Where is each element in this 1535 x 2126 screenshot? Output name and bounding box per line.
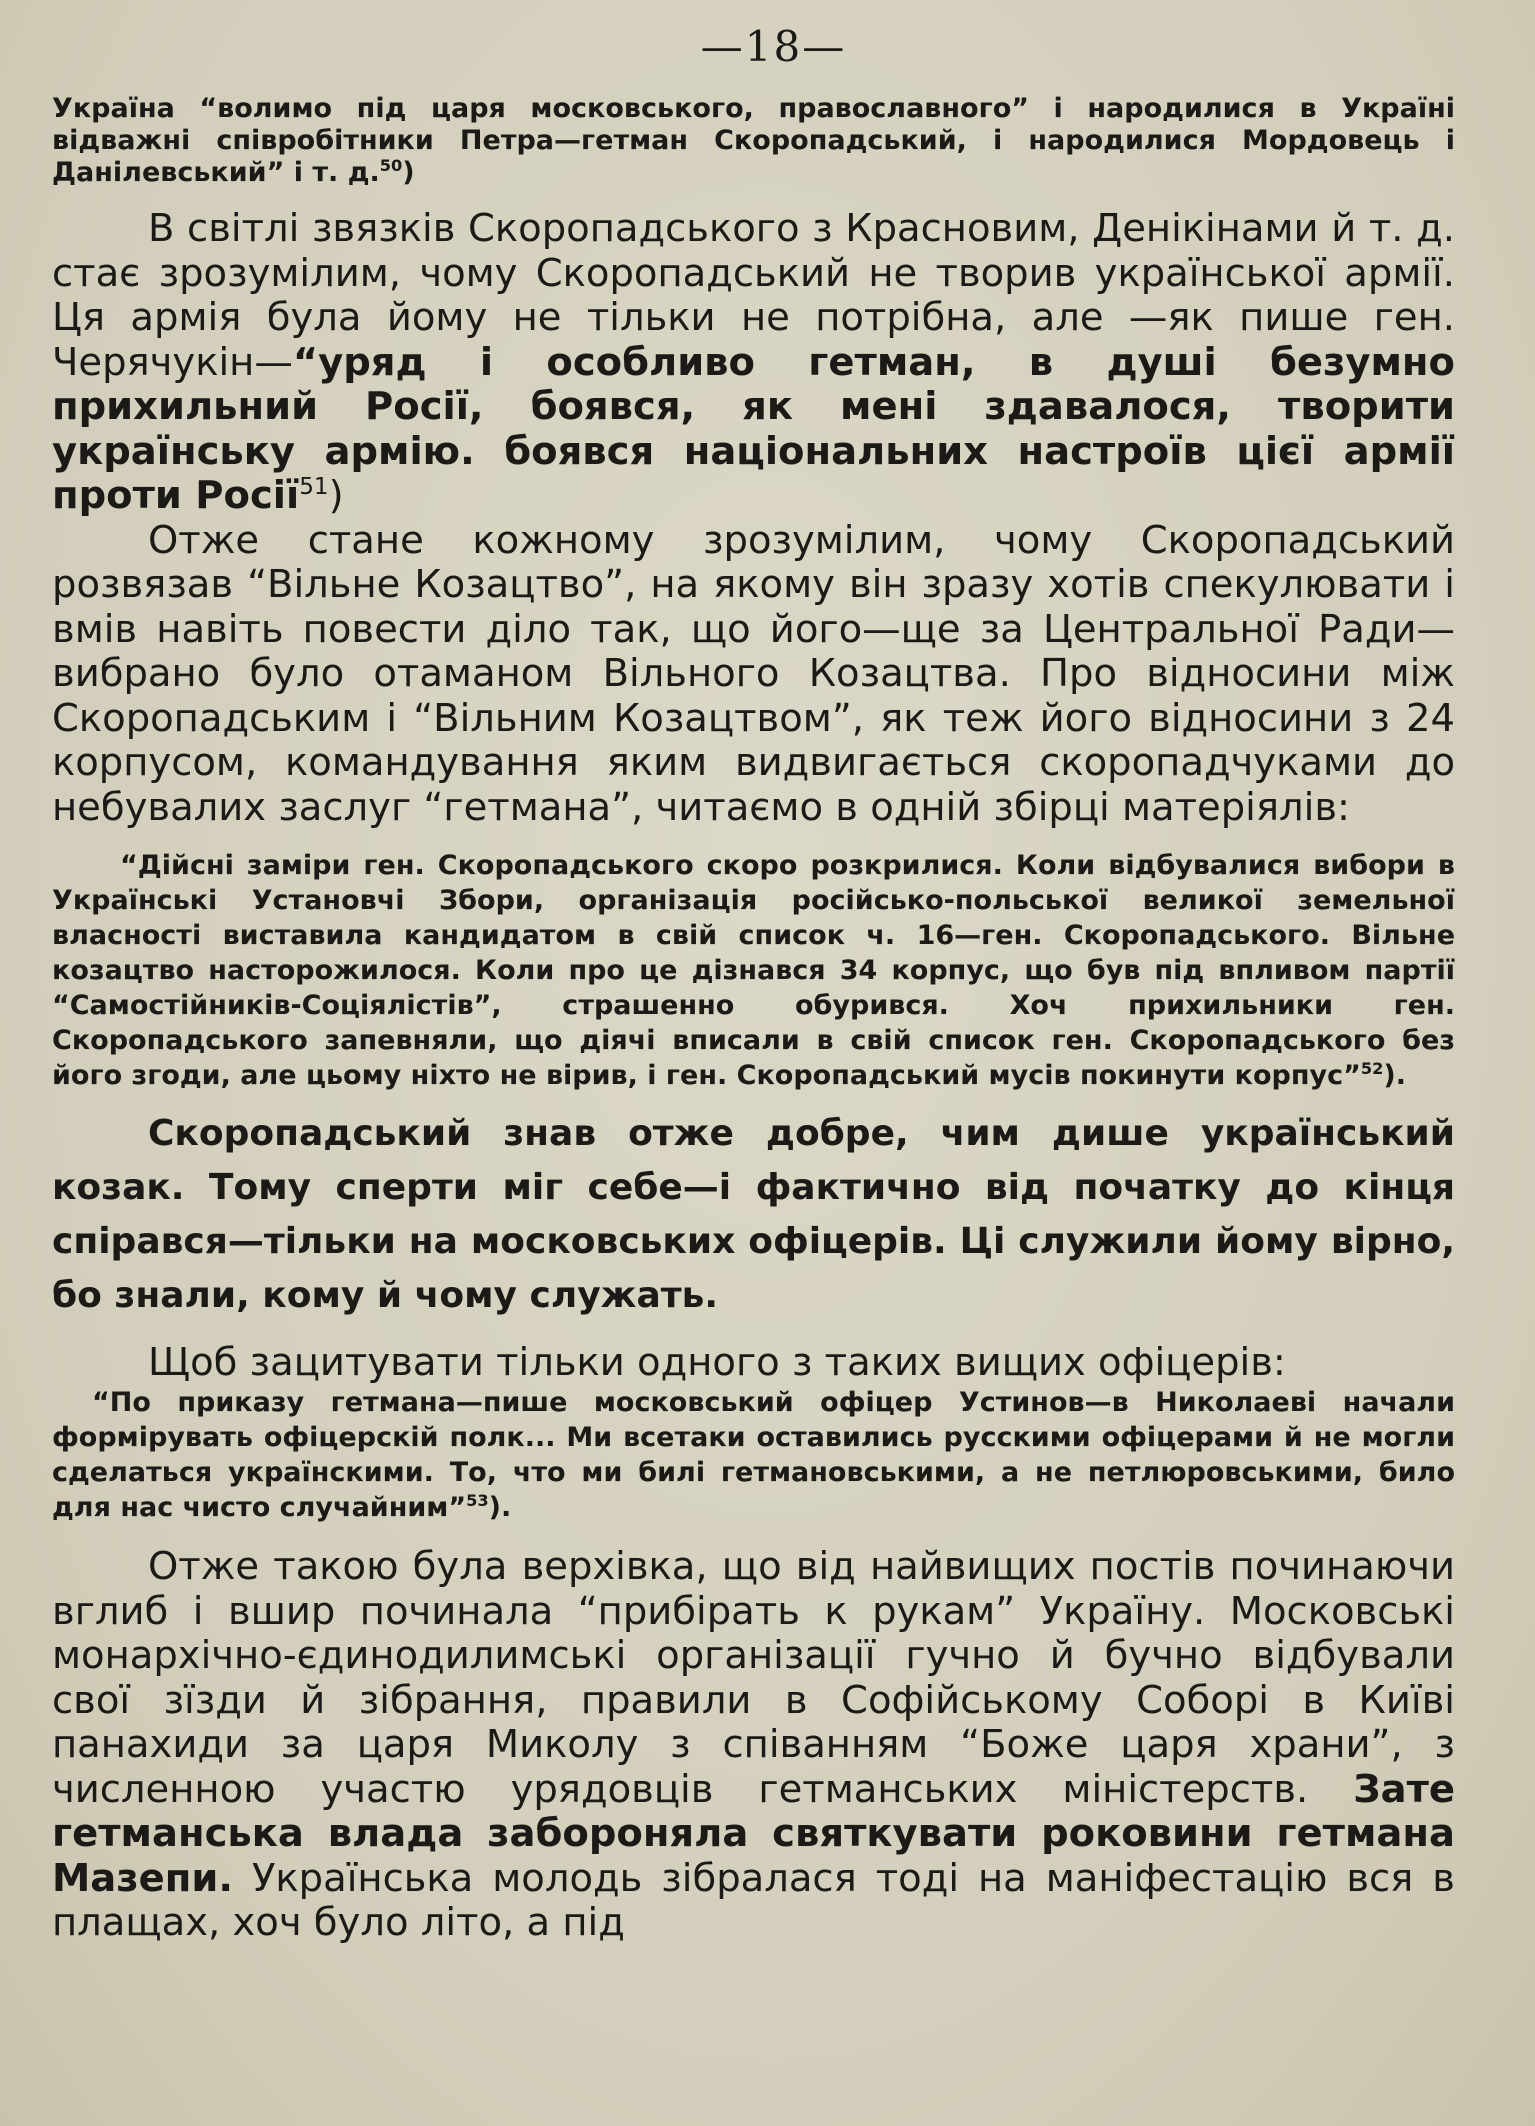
blockquote-ustinov-tail: ). xyxy=(488,1492,512,1523)
opening-quote-fragment xyxy=(52,93,1455,189)
opening-quote-text: Україна “волимо під царя московського, православного” і народилися в Україні відважні співробітники Петра—гетман Скоропадський, і народилися Мордовець і Данілевський” і т. д. xyxy=(52,93,1455,188)
blockquote-ustinov-text: “По приказу гетмана—пише московський офіцер Устинов—в Николаеві начали формірувать офіцерскій полк... Ми всетаки оставились русскими офіцерами й не могли сделаться українскими. То, что ми билі гетмановськими, а не петлюровськими, било для нас чисто случайним” xyxy=(52,1387,1455,1523)
footnote-ref-53[interactable]: 53 xyxy=(466,1491,489,1510)
paragraph-cossack-officers: Скоропадський знав отже добре, чим дише український козак. Тому сперти міг себе—і фактично від початку до кінця спірався—тільки на московських офіцерів. Ці служили йому вірно, бо знали, кому й чому служать. xyxy=(52,1113,1455,1316)
blockquote-intentions-text: “Дійсні заміри ген. Скоропадського скоро розкрилися. Коли відбувалися вибори в Українські Установчі Збори, організація російсько-польської великої земельної власності виставила кандидатом в свій список ч. 16—ген. Скоропадського. Вільне козацтво насторожилося. Коли про це дізнався 34 корпус, що був під впливом партії “Самостійників-Соціялістів”, страшенно обурився. Хоч прихильники ген. Скоропадського запевняли, що діячі вписали в свій список ген. Скоропадського без його згоди, але цьому ніхто не вірив, і ген. Скоропадський мусів покинути корпус” xyxy=(52,850,1455,1091)
paragraph-quote-intro: Щоб зацитувати тільки одного з таких вищих офіцерів: xyxy=(148,1340,1286,1385)
paragraph-free-cossacks: Отже стане кожному зрозумілим, чому Скоропадський розвязав “Вільне Козацтво”, на якому він зразу хотів спекулювати і вмів навіть повести діло так, що його—ще за Центральної Ради—вибрано було отаманом Вільного Козацтва. Про відносини між Скоропадським і “Вільним Козацтвом”, як теж його відносини з 24 корпусом, командування яким видвигається скоропадчуками до небувалих заслуг “гетмана”, читаємо в одній збірці матеріялів: xyxy=(52,517,1455,830)
footnote-ref-50[interactable]: 50 xyxy=(379,156,403,175)
blockquote-ustinov xyxy=(52,1385,1455,1525)
paragraph-mazepa-tail: Українська молодь зібралася тоді на маніфестацію вся в плащах, хоч було літо, а під xyxy=(52,1855,1455,1945)
page-number: —18— xyxy=(700,22,847,71)
paragraph-mazepa-text: Отже такою була верхівка, що від найвищих постів починаючи вглиб і вшир починала “прибірать к рукам” Україну. Московські монархічно-єдинодилимські організації гучно й бучно відбували свої зїзди й зібрання, правили в Софійському Соборі в Київі панахиди за царя Миколу з співанням “Боже царя храни”, з численною участю урядовців гетманських міністерств. xyxy=(52,1544,1455,1812)
paragraph-mazepa-bold: Зате гетманська влада забороняла святкувати роковини гетмана Мазепи. xyxy=(52,1766,1455,1901)
paragraph-mazepa xyxy=(52,1545,1455,1946)
paragraph-army-quote: “уряд і особливо гетман, в душі безумно прихильний Росії, боявся, як мені здавалося, творити українську армію. боявся національних настроїв цієї армії проти Росії xyxy=(52,339,1455,518)
footnote-ref-52[interactable]: 52 xyxy=(1360,1059,1384,1078)
footnote-ref-51[interactable]: 51 xyxy=(299,474,329,501)
paragraph-army-text: В світлі звязків Скоропадського з Красновим, Денікінами й т. д. стає зрозумілим, чому Скоропадський не творив української армії. Ця армія була йому не тільки не потрібна, але —як пише ген. Черячукін— xyxy=(52,206,1455,385)
paragraph-army xyxy=(52,207,1455,519)
paragraph-army-tail: ) xyxy=(328,473,344,518)
blockquote-intentions-tail: ). xyxy=(1383,1060,1406,1091)
opening-quote-tail: ) xyxy=(402,157,415,188)
blockquote-intentions xyxy=(52,848,1455,1093)
